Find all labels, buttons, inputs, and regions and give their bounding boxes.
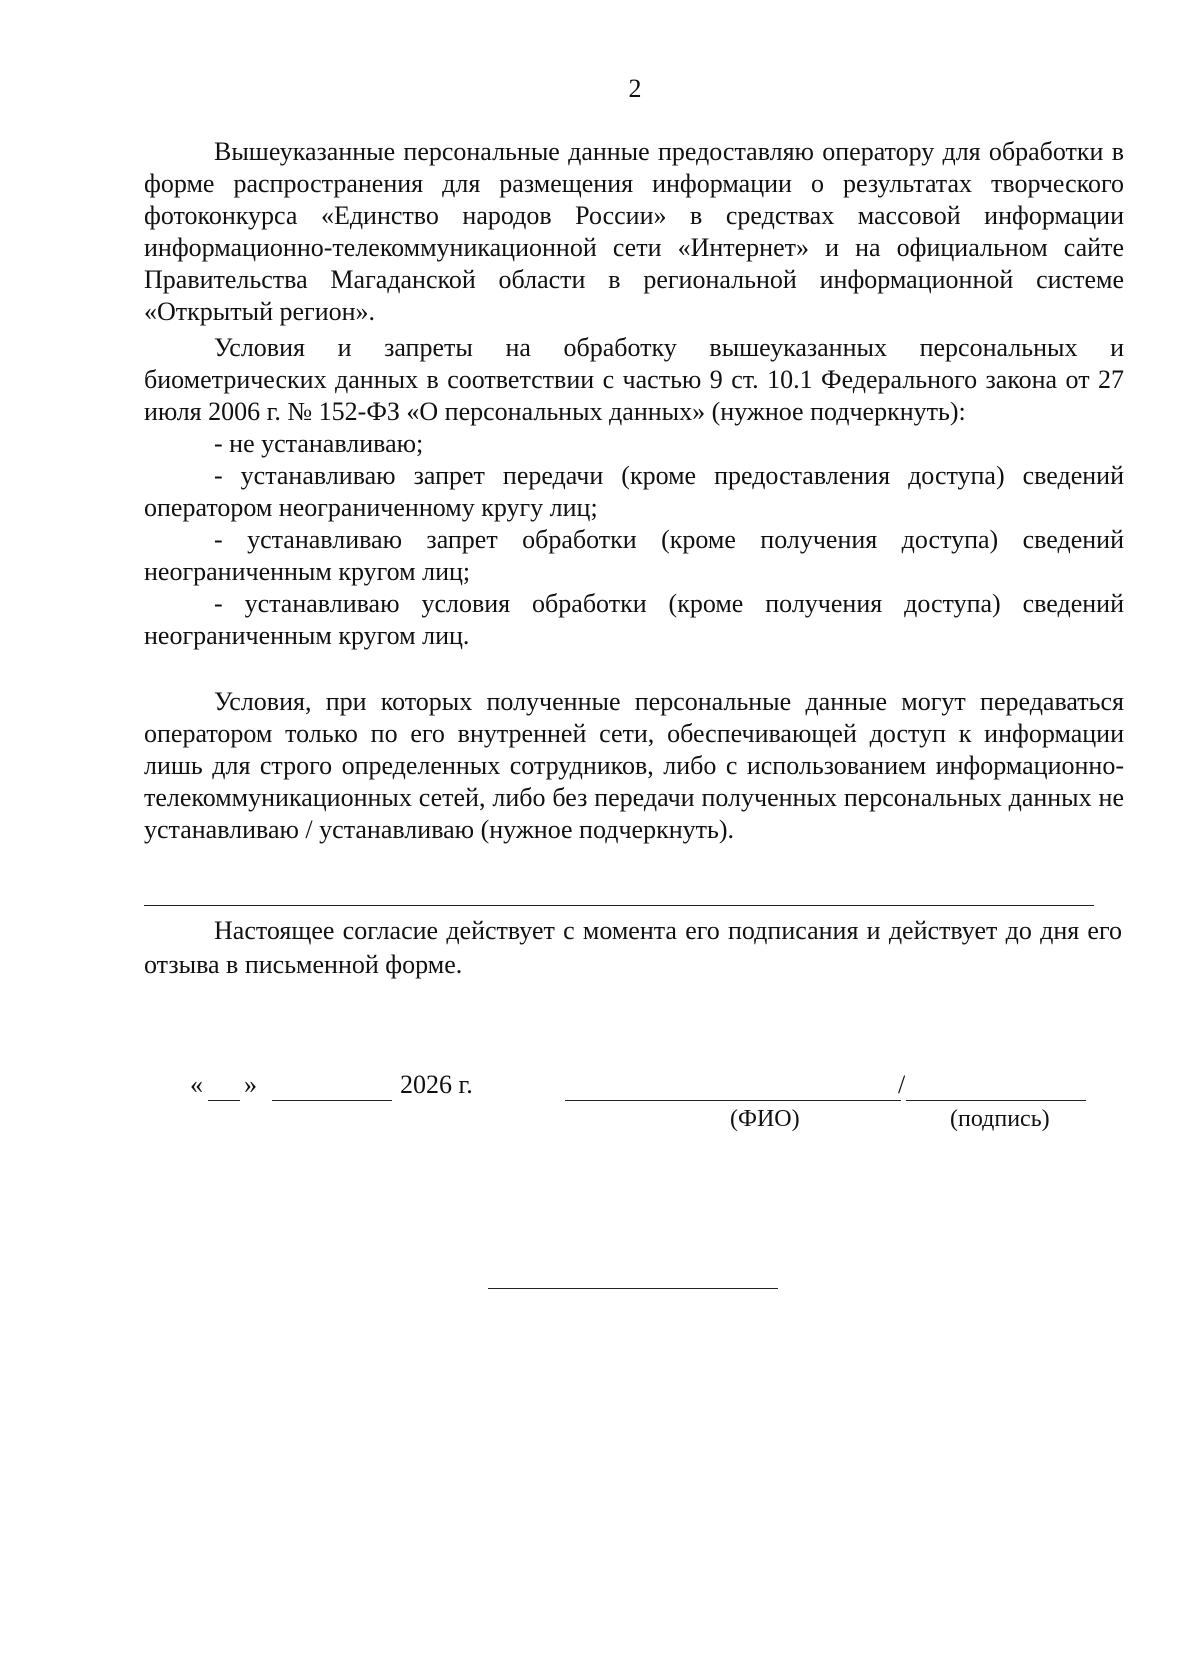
month-blank-line	[272, 1100, 392, 1101]
slash-separator: /	[898, 1070, 906, 1099]
list-item: - устанавливаю условия обработки (кроме получения доступа) сведений неограниченным кругом лиц.	[144, 589, 1124, 650]
signature-block	[0, 1070, 1200, 1150]
paragraph-validity	[144, 914, 1122, 982]
paragraph-transfer-conditions	[144, 686, 1124, 846]
end-of-document-line	[488, 1288, 778, 1289]
paragraph-text: Настоящее согласие действует с момента его подписания и действует до дня его отзыва в письменной форме.	[144, 916, 1122, 979]
horizontal-divider	[144, 905, 1094, 906]
paragraph-consent-purpose	[144, 136, 1124, 328]
page-number: 2	[628, 74, 642, 103]
list-item: - устанавливаю запрет обработки (кроме получения доступа) сведений неограниченным кругом лиц;	[144, 525, 1124, 586]
list-item: - не устанавливаю;	[214, 429, 424, 458]
list-item: - устанавливаю запрет передачи (кроме предоставления доступа) сведений оператором неограниченному кругу лиц;	[144, 461, 1124, 522]
fio-label: (ФИО)	[730, 1106, 800, 1132]
paragraph-text: Условия и запреты на обработку вышеуказанных персональных и биометрических данных в соответствии с частью 9 ст. 10.1 Федерального закона от 27 июля 2006 г. № 152-ФЗ «О персональных данных» (нужное подчеркнуть):	[144, 333, 1124, 426]
date-close-quote: »	[244, 1070, 257, 1099]
year-text: 2026 г.	[400, 1070, 473, 1099]
paragraph-conditions	[144, 332, 1124, 652]
signature-blank-line	[906, 1100, 1086, 1101]
date-open-quote: «	[190, 1070, 203, 1099]
paragraph-text: Вышеуказанные персональные данные предоставляю оператору для обработки в форме распространения для размещения информации о результатах творческого фотоконкурса «Единство народов России» в средствах массовой информации информационно-телекоммуникационной сети «Интернет» и на официальном сайте Правительства Магаданской области в региональной информационной системе «Открытый регион».	[144, 137, 1124, 326]
paragraph-text: Условия, при которых полученные персональные данные могут передаваться оператором только по его внутренней сети, обеспечивающей доступ к информации лишь для строго определенных сотрудников, либо с использованием информационно-телекоммуникационных сетей, либо без передачи полученных персональных данных не устанавливаю / устанавливаю (нужное подчеркнуть).	[144, 687, 1124, 844]
signature-label: (подпись)	[950, 1106, 1050, 1132]
fio-blank-line	[565, 1100, 901, 1101]
day-blank-line	[208, 1100, 240, 1101]
